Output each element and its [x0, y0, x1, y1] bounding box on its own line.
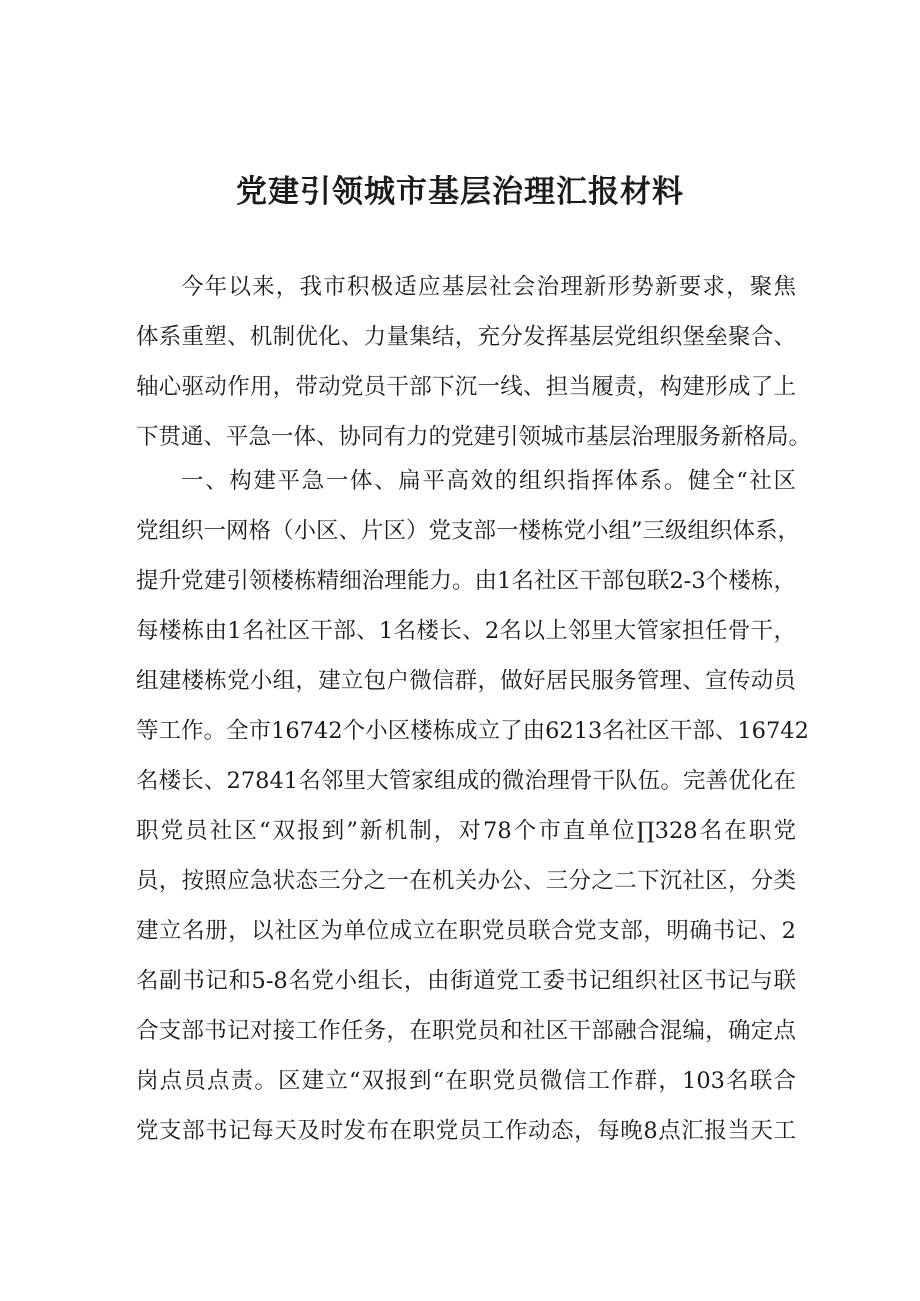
text-line: 轴心驱动作用，带动党员干部下沉一线、担当履责，构建形成了上 [136, 374, 796, 400]
text-line: 组建楼栋党小组，建立包户微信群，做好居民服务管理、宣传动员 [136, 668, 796, 694]
text-line: 党组织一网格（小区、片区）党支部一楼栋党小组”三级组织体系， [136, 518, 801, 544]
text-line: 每楼栋由1名社区干部、1名楼长、2名以上邻里大管家担任骨干， [136, 618, 796, 644]
text-line: 名副书记和5-8名党小组长，由街道党工委书记组织社区书记与联 [136, 968, 796, 994]
text-line: 员，按照应急状态三分之一在机关办公、三分之二下沉社区，分类 [136, 868, 796, 894]
text-line: 合支部书记对接工作任务，在职党员和社区干部融合混编，确定点 [136, 1018, 796, 1044]
text-line: 职党员社区“双报到”新机制，对78个市直单位∏328名在职党 [136, 818, 796, 844]
text-line: 体系重塑、机制优化、力量集结，充分发挥基层党组织堡垒聚合、 [136, 324, 796, 350]
text-line: 岗点员点责。区建立“双报到“在职党员微信工作群，103名联合 [136, 1068, 796, 1094]
paragraph-section-one [136, 456, 809, 1156]
text-line: 今年以来，我市积极适应基层社会治理新形势新要求，聚焦 [181, 274, 796, 300]
text-line: 建立名册，以社区为单位成立在职党员联合党支部，明确书记、2 [136, 918, 796, 944]
text-line: 下贯通、平急一体、协同有力的党建引领城市基层治理服务新格局。 [136, 424, 812, 450]
paragraph-intro [136, 262, 812, 462]
page-title: 党建引领城市基层治理汇报材料 [236, 174, 684, 210]
text-line: 等工作。全市16742个小区楼栋成立了由6213名社区干部、16742 [136, 718, 809, 744]
text-line: 提升党建引领楼栋精细治理能力。由1名社区干部包联2-3个楼栋， [136, 568, 796, 594]
text-line: 名楼长、27841名邻里大管家组成的微治理骨干队伍。完善优化在 [136, 768, 796, 794]
text-line: 一、构建平急一体、扁平高效的组织指挥体系。健全“社区 [181, 468, 796, 494]
text-line: 党支部书记每天及时发布在职党员工作动态，每晚8点汇报当天工 [136, 1118, 796, 1144]
